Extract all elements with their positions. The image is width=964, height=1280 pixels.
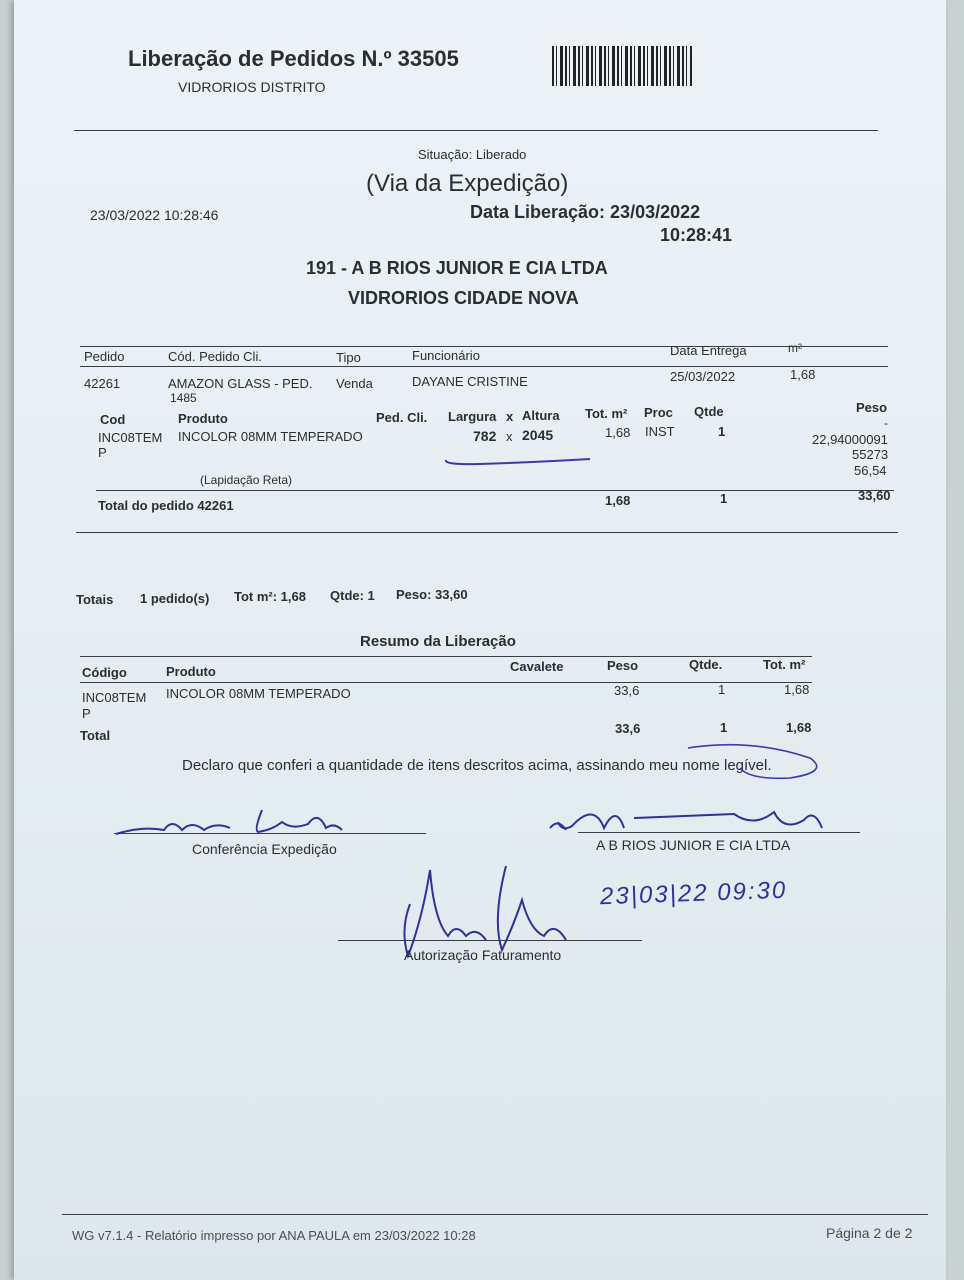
totals-m2: Tot m²: 1,68 — [234, 589, 306, 604]
item-code-2: P — [98, 445, 107, 460]
document-title: Liberação de Pedidos N.º 33505 — [128, 46, 459, 71]
item-peso-1: 22,94000091 — [812, 432, 888, 447]
summary-header-qtde: Qtde. — [689, 657, 723, 672]
signature-label-client: A B RIOS JUNIOR E CIA LTDA — [596, 837, 791, 853]
summary-header-border — [80, 682, 812, 683]
summary-header-codigo: Código — [82, 665, 127, 680]
item-proc: INST — [645, 424, 675, 439]
signature-conferencia — [112, 800, 352, 842]
release-date: Data Liberação: 23/03/2022 — [470, 202, 701, 222]
table-top-border — [80, 346, 888, 347]
order-total-label: Total do pedido 42261 — [98, 498, 234, 513]
signature-label-autorizacao: Autorização Faturamento — [404, 947, 562, 963]
totals-pedidos: 1 pedido(s) — [140, 591, 210, 606]
summary-code: INC08TEM — [82, 690, 147, 705]
declaration-text: Declaro que conferi a quantidade de itens descritos acima, assinando meu nome legível. — [182, 757, 772, 774]
handwritten-date: 23|03|22 09:30 — [599, 876, 788, 911]
totals-label: Totais — [76, 592, 114, 607]
item-peso-3: 56,54 — [854, 463, 887, 478]
summary-total-label: Total — [80, 728, 111, 743]
summary-header-peso: Peso — [607, 658, 639, 673]
item-header-tot-m2: Tot. m² — [585, 406, 628, 421]
release-time: 10:28:41 — [660, 225, 733, 245]
divider — [74, 130, 878, 131]
client-name: 191 - A B RIOS JUNIOR E CIA LTDA — [306, 258, 608, 278]
handwritten-underline — [440, 452, 600, 472]
item-header-peso: Peso — [856, 400, 888, 415]
order-type: Venda — [336, 376, 373, 391]
col-header-cod-cli: Cód. Pedido Cli. — [168, 349, 262, 364]
order-m2: 1,68 — [790, 367, 816, 382]
summary-total-tot-m2: 1,68 — [786, 720, 812, 735]
summary-tot-m2: 1,68 — [784, 682, 810, 697]
col-header-pedido: Pedido — [84, 349, 125, 364]
copy-label: (Via da Expedição) — [366, 170, 569, 197]
order-delivery-date: 25/03/2022 — [670, 369, 736, 384]
order-total-m2: 1,68 — [605, 493, 631, 508]
order-client-code: AMAZON GLASS - PED. — [168, 376, 313, 391]
signature-label-conferencia: Conferência Expedição — [192, 841, 337, 857]
summary-peso: 33,6 — [614, 683, 640, 698]
item-qtde: 1 — [718, 424, 726, 439]
item-header-largura: Largura — [448, 409, 497, 424]
summary-header-tot-m2: Tot. m² — [763, 657, 806, 672]
item-x: x — [506, 429, 513, 444]
status-text: Situação: Liberado — [418, 147, 527, 162]
client-unit: VIDRORIOS CIDADE NOVA — [348, 288, 579, 308]
order-total-peso: 33,60 — [858, 488, 891, 503]
item-note: (Lapidação Reta) — [200, 473, 293, 487]
summary-qtde: 1 — [718, 682, 726, 697]
summary-title: Resumo da Liberação — [360, 633, 516, 650]
col-header-funcionario: Funcionário — [412, 348, 480, 363]
footer-divider — [62, 1214, 928, 1215]
order-employee: DAYANE CRISTINE — [412, 374, 528, 389]
item-header-proc: Proc — [644, 405, 673, 420]
item-peso-dash: - — [884, 416, 888, 430]
summary-total-peso: 33,6 — [615, 721, 641, 736]
summary-code-2: P — [82, 706, 91, 721]
total-border — [96, 490, 894, 491]
item-tot-m2: 1,68 — [605, 425, 631, 440]
item-header-x: x — [506, 409, 514, 424]
order-client-code-2: 1485 — [170, 391, 197, 405]
company-name: VIDRORIOS DISTRITO — [178, 79, 326, 95]
footer-printed-by: WG v7.1.4 - Relatório impresso por ANA PAULA em 23/03/2022 10:28 — [72, 1228, 476, 1243]
summary-product: INCOLOR 08MM TEMPERADO — [166, 686, 351, 701]
table-header-border — [80, 366, 888, 367]
order-number: 42261 — [84, 376, 121, 391]
item-height: 2045 — [522, 427, 554, 443]
item-code: INC08TEM — [98, 430, 163, 445]
col-header-m2: m² — [788, 341, 802, 355]
item-header-altura: Altura — [522, 408, 560, 423]
summary-total-qtde: 1 — [720, 720, 728, 735]
item-header-produto: Produto — [178, 411, 228, 426]
item-width: 782 — [473, 428, 497, 444]
footer-page-number: Página 2 de 2 — [826, 1225, 913, 1241]
item-product: INCOLOR 08MM TEMPERADO — [178, 429, 363, 444]
print-datetime: 23/03/2022 10:28:46 — [90, 207, 219, 223]
totals-peso: Peso: 33,60 — [396, 587, 468, 602]
item-peso-2: 55273 — [852, 447, 889, 462]
item-header-ped-cli: Ped. Cli. — [376, 410, 428, 425]
item-header-cod: Cod — [100, 412, 126, 427]
col-header-tipo: Tipo — [336, 350, 361, 365]
order-total-qtde: 1 — [720, 491, 728, 506]
barcode-icon — [552, 46, 692, 86]
totals-qtde: Qtde: 1 — [330, 588, 375, 603]
summary-header-produto: Produto — [166, 664, 216, 679]
col-header-data-entrega: Data Entrega — [670, 343, 747, 358]
summary-header-cavalete: Cavalete — [510, 659, 564, 674]
handwritten-loop — [680, 738, 830, 788]
item-header-qtde: Qtde — [694, 404, 724, 419]
divider — [76, 532, 898, 533]
